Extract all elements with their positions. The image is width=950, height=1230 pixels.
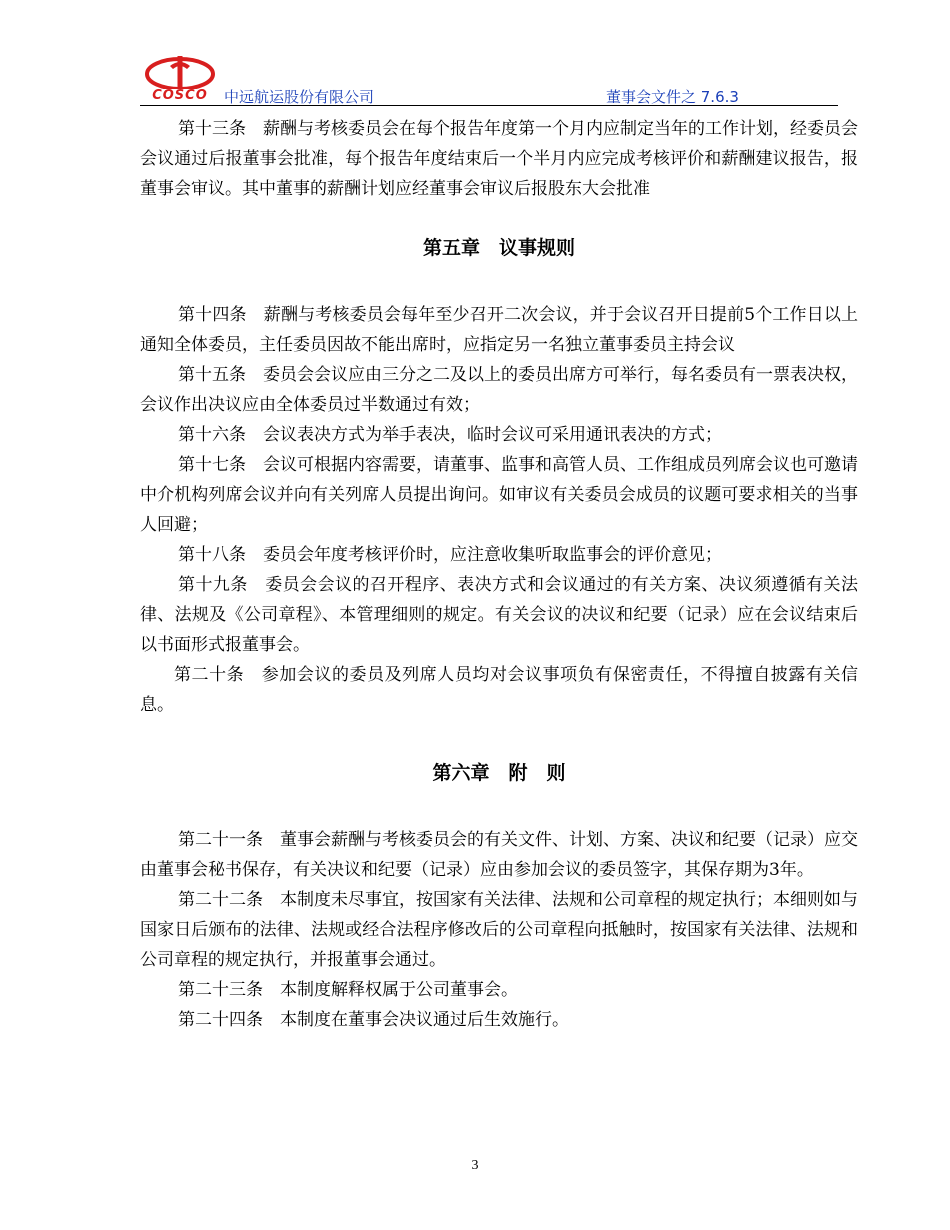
company-name: 中远航运股份有限公司 (224, 88, 375, 106)
article-23: 第二十三条 本制度解释权属于公司董事会。 (178, 980, 518, 1000)
header-rule (140, 105, 838, 106)
chapter-6-title: 第六章 附 则 (432, 762, 566, 784)
svg-text:COSCO: COSCO (152, 88, 208, 102)
document-body (140, 114, 858, 1035)
chapter-5-title: 第五章 议事规则 (422, 237, 575, 259)
article-18: 第十八条 委员会年度考核评价时，应注意收集听取监事会的评价意见； (178, 545, 722, 565)
article-22: 第二十二条 本制度未尽事宜，按国家有关法律、法规和公司章程的规定执行；本细则如与国家日后颁布的法律、法规或经合法程序修改后的公司章程向抵触时，按国家有关法律、法规和公司章程的规定执行，并报董事会通过。 (140, 890, 858, 970)
page-number: 3 (471, 1158, 479, 1173)
document-reference: 董事会文件之 7.6.3 (606, 88, 739, 106)
article-19: 第十九条 委员会会议的召开程序、表决方式和会议通过的有关方案、决议须遵循有关法律、法规及《公司章程》、本管理细则的规定。有关会议的决议和纪要（记录）应在会议结束后以书面形式报董事会。 (140, 575, 858, 655)
article-14: 第十四条 薪酬与考核委员会每年至少召开二次会议，并于会议召开日提前5个工作日以上通知全体委员，主任委员因故不能出席时，应指定另一名独立董事委员主持会议 (140, 305, 858, 355)
cosco-logo-icon (140, 52, 220, 102)
article-24: 第二十四条 本制度在董事会决议通过后生效施行。 (178, 1010, 569, 1030)
article-16: 第十六条 会议表决方式为举手表决，临时会议可采用通讯表决的方式； (178, 425, 722, 445)
article-20: 第二十条 参加会议的委员及列席人员均对会议事项负有保密责任，不得擅自披露有关信息。 (140, 665, 858, 715)
article-13: 第十三条 薪酬与考核委员会在每个报告年度第一个月内应制定当年的工作计划，经委员会会议通过后报董事会批准，每个报告年度结束后一个半月内应完成考核评价和薪酬建议报告，报董事会审议。其中董事的薪酬计划应经董事会审议后报股东大会批准 (140, 119, 858, 199)
article-21: 第二十一条 董事会薪酬与考核委员会的有关文件、计划、方案、决议和纪要（记录）应交由董事会秘书保存，有关决议和纪要（记录）应由参加会议的委员签字，其保存期为3年。 (140, 830, 858, 880)
article-17: 第十七条 会议可根据内容需要，请董事、监事和高管人员、工作组成员列席会议也可邀请中介机构列席会议并向有关列席人员提出询问。如审议有关委员会成员的议题可要求相关的当事人回避； (140, 455, 858, 535)
page-header (140, 52, 840, 106)
article-15: 第十五条 委员会会议应由三分之二及以上的委员出席方可举行，每名委员有一票表决权，会议作出决议应由全体委员过半数通过有效； (140, 365, 858, 415)
